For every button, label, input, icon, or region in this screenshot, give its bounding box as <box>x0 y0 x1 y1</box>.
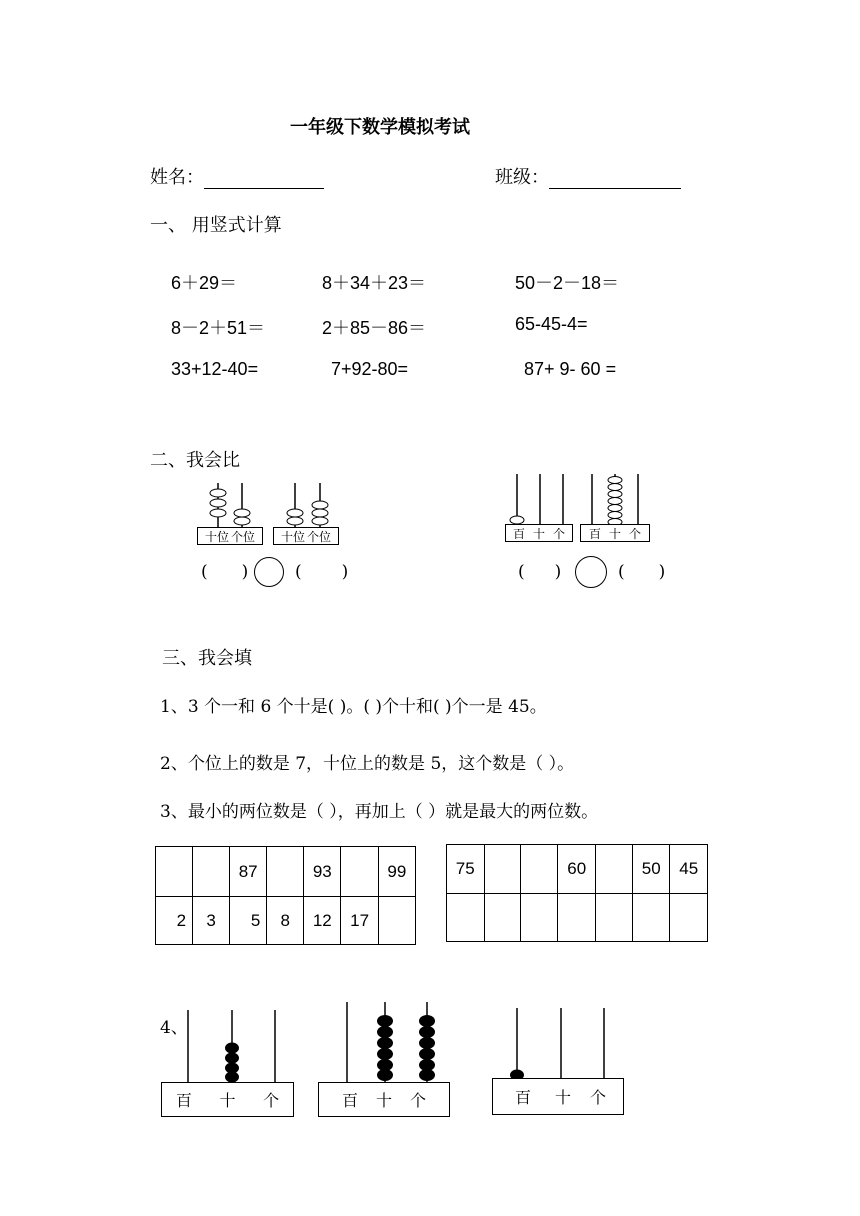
table-cell: 45 <box>670 845 708 894</box>
place-label: 十 <box>375 1091 392 1110</box>
class-field[interactable] <box>495 163 681 189</box>
table-cell[interactable] <box>595 894 632 942</box>
abacus-label-box <box>318 1082 450 1117</box>
problem: 7+92-80= <box>331 359 409 379</box>
name-blank[interactable] <box>204 168 324 189</box>
table-cell[interactable] <box>267 847 304 897</box>
number-table-right <box>446 844 708 942</box>
table-cell[interactable] <box>632 894 670 942</box>
abacus-2 <box>318 1000 453 1082</box>
place-label: 十位 <box>204 529 229 544</box>
number-table-left <box>155 846 416 945</box>
problem: 8＋34＋23＝ <box>322 273 427 293</box>
table-cell[interactable] <box>595 845 632 894</box>
compare-circle[interactable] <box>575 556 607 588</box>
place-value-box <box>580 524 650 542</box>
answer-paren[interactable]: ( ) <box>618 562 666 582</box>
problem: 6＋29＝ <box>171 273 238 293</box>
problem: 87+ 9- 60 = <box>524 359 617 379</box>
question-1: 1、3 个一和 6 个十是( )。( )个十和( )个一是 45。 <box>160 697 547 717</box>
place-label: 个 <box>263 1091 280 1110</box>
place-label: 百 <box>588 526 601 541</box>
answer-paren[interactable]: ( ) <box>295 562 349 582</box>
place-label: 个位 <box>231 529 256 544</box>
table-cell: 87 <box>230 847 267 897</box>
place-label: 十位 <box>280 529 305 544</box>
abacus-label-box <box>492 1078 624 1115</box>
class-blank[interactable] <box>549 168 681 189</box>
place-label: 十 <box>554 1088 571 1107</box>
place-label: 十 <box>608 526 621 541</box>
counting-frame-left-b <box>270 483 340 528</box>
place-value-box <box>273 527 339 545</box>
table-cell: 12 <box>304 897 341 945</box>
table-cell[interactable] <box>447 894 485 942</box>
table-cell[interactable] <box>378 897 415 945</box>
table-cell[interactable] <box>521 845 558 894</box>
section1-heading: 一、 用竖式计算 <box>150 215 282 236</box>
place-label: 百 <box>514 1088 531 1107</box>
counting-frame-left-a <box>190 483 260 528</box>
place-value-box <box>197 527 263 545</box>
table-cell: 5 <box>230 897 267 945</box>
table-cell[interactable] <box>670 894 708 942</box>
class-label: 班级： <box>495 167 549 188</box>
table-cell[interactable] <box>521 894 558 942</box>
name-field[interactable] <box>150 163 324 189</box>
question-2: 2、个位上的数是 7，十位上的数是 5，这个数是（ ）。 <box>160 754 575 774</box>
problem: 8－2＋51＝ <box>171 318 266 338</box>
table-cell[interactable] <box>156 847 193 897</box>
place-label: 个 <box>589 1088 606 1107</box>
name-label: 姓名： <box>150 167 204 188</box>
answer-paren[interactable]: ( ) <box>201 562 249 582</box>
problem: 65-45-4= <box>515 314 588 334</box>
place-label: 个 <box>629 526 642 541</box>
table-cell: 2 <box>156 897 193 945</box>
table-cell: 93 <box>304 847 341 897</box>
abacus-label-box <box>161 1082 294 1117</box>
table-cell[interactable] <box>484 894 521 942</box>
abacus-1 <box>160 1008 300 1083</box>
place-value-box <box>505 524 573 542</box>
counting-frame-right-b <box>580 474 652 526</box>
table-cell: 8 <box>267 897 304 945</box>
abacus-3 <box>492 1006 627 1081</box>
table-cell: 60 <box>558 845 596 894</box>
compare-circle[interactable] <box>254 557 284 587</box>
place-label: 百 <box>512 526 525 541</box>
place-label: 十 <box>532 526 545 541</box>
place-label: 个 <box>553 526 566 541</box>
place-label: 百 <box>175 1091 192 1110</box>
table-cell[interactable] <box>341 847 378 897</box>
section3-heading: 三、我会填 <box>162 648 252 669</box>
table-cell: 75 <box>447 845 485 894</box>
question-3: 3、最小的两位数是（ ），再加上（ ）就是最大的两位数。 <box>160 802 599 822</box>
section2-heading: 二、我会比 <box>150 450 240 471</box>
question-4-label: 4、 <box>160 1018 188 1038</box>
table-cell[interactable] <box>193 847 230 897</box>
place-label: 个位 <box>307 529 332 544</box>
table-cell: 99 <box>378 847 415 897</box>
counting-frame-right-a <box>505 474 575 526</box>
place-label: 十 <box>219 1091 236 1110</box>
answer-paren[interactable]: ( ) <box>518 562 562 582</box>
problem: 2＋85－86＝ <box>322 318 427 338</box>
table-cell[interactable] <box>484 845 521 894</box>
table-cell: 3 <box>193 897 230 945</box>
table-cell[interactable] <box>558 894 596 942</box>
table-cell: 17 <box>341 897 378 945</box>
problem: 33+12-40= <box>171 359 259 379</box>
table-cell: 50 <box>632 845 670 894</box>
problem: 50－2－18＝ <box>515 273 620 293</box>
place-label: 个 <box>409 1091 426 1110</box>
page-title: 一年级下数学模拟考试 <box>290 117 470 138</box>
place-label: 百 <box>341 1091 358 1110</box>
